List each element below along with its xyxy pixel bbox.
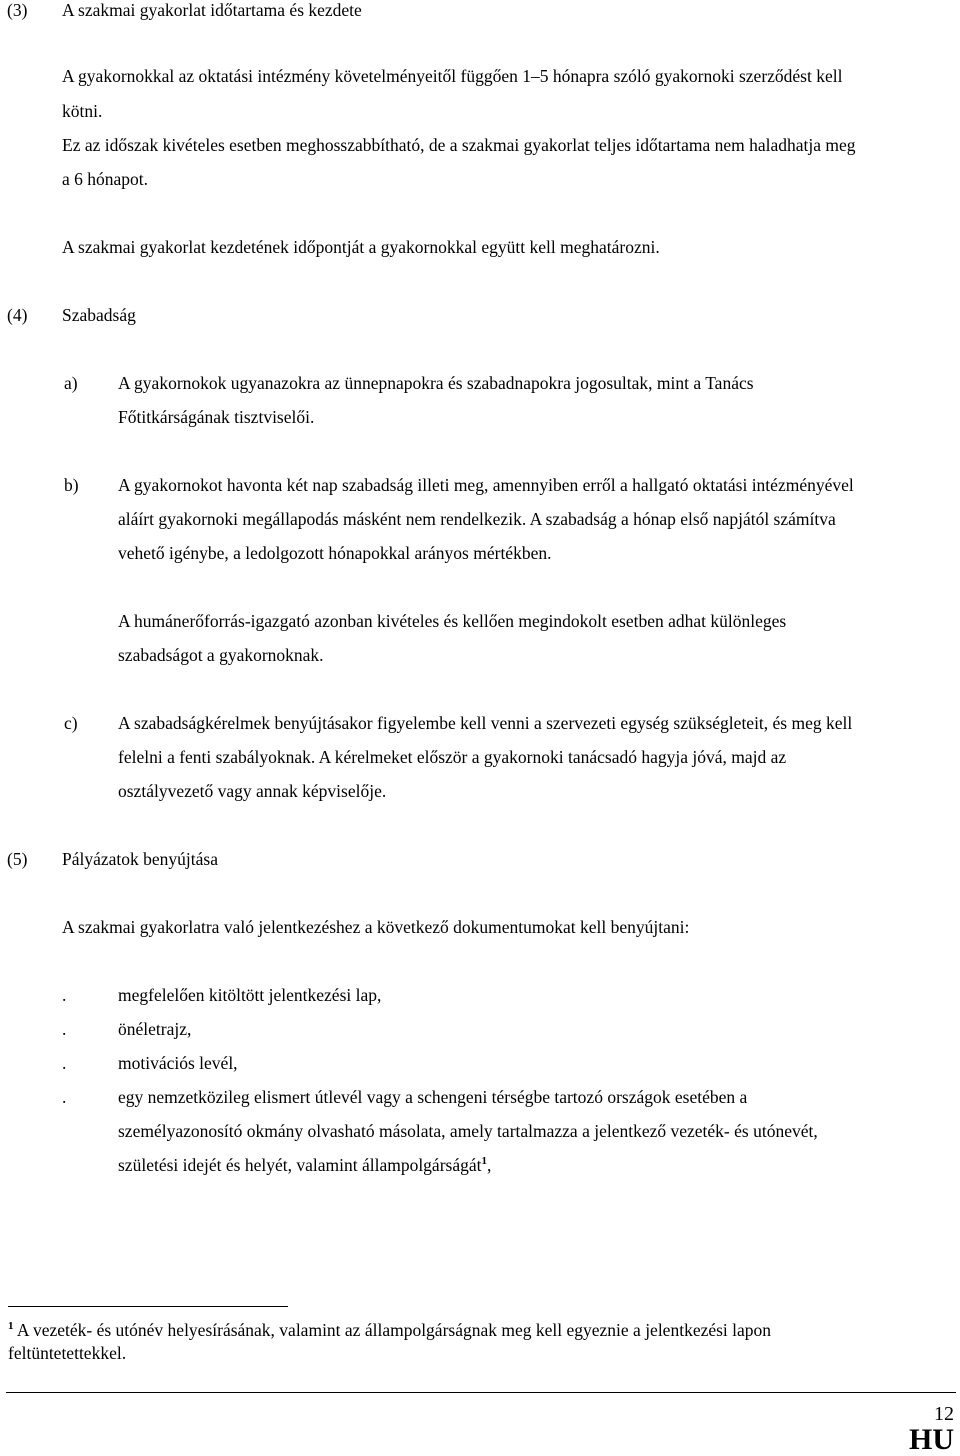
- list-bullet: .: [62, 1087, 67, 1107]
- footnote-mark: 1: [8, 1320, 14, 1333]
- list-item-4-line-3: [118, 1155, 491, 1175]
- item-b-para-2-line-2: szabadságot a gyakornoknak.: [118, 645, 324, 665]
- section-3-para-1-line-2: kötni.: [62, 101, 103, 121]
- section-5-intro: A szakmai gyakorlatra való jelentkezéshez a következő dokumentumokat kell benyújtani:: [62, 917, 690, 937]
- footnote-separator: [8, 1306, 288, 1307]
- section-5-heading: Pályázatok benyújtása: [62, 849, 218, 869]
- item-c-line-3: osztályvezető vagy annak képviselője.: [118, 781, 387, 801]
- section-3-para-2-line-2: a 6 hónapot.: [62, 169, 149, 189]
- list-bullet: .: [62, 1053, 67, 1073]
- item-c-line-2: felelni a fenti szabályoknak. A kérelmeket először a gyakornoki tanácsadó hagyja jóvá, majd az: [118, 747, 787, 767]
- list-bullet: .: [62, 1019, 67, 1039]
- section-3-heading: A szakmai gyakorlat időtartama és kezdete: [62, 0, 362, 20]
- item-b-line-1: A gyakornokot havonta két nap szabadság illeti meg, amennyiben erről a hallgató oktatási intézményével: [118, 475, 854, 495]
- list-item-4-end: ,: [486, 1155, 492, 1175]
- item-a-line-1: A gyakornokok ugyanazokra az ünnepnapokra és szabadnapokra jogosultak, mint a Tanács: [118, 373, 754, 393]
- item-b-para-2-line-1: A humánerőforrás-igazgató azonban kivételes és kellően megindokolt esetben adhat különleges: [118, 611, 787, 631]
- item-a-marker: a): [64, 373, 78, 393]
- section-3-para-1-line-1: A gyakornokkal az oktatási intézmény követelményeitől függően 1–5 hónapra szóló gyakornoki szerződést kell: [62, 66, 843, 86]
- item-b-line-3: vehető igénybe, a ledolgozott hónapokkal arányos mértékben.: [118, 543, 552, 563]
- footer-separator: [6, 1392, 956, 1393]
- section-3-number: (3): [7, 0, 28, 20]
- section-4-number: (4): [7, 305, 28, 325]
- list-item-4-line-1: egy nemzetközileg elismert útlevél vagy a schengeni térségbe tartozó országok esetében a: [118, 1087, 748, 1107]
- item-a-line-2: Főtitkárságának tisztviselői.: [118, 407, 315, 427]
- footnote-line-1: [8, 1320, 771, 1340]
- list-item-4-line-2: személyazonosító okmány olvasható másolata, amely tartalmazza a jelentkező vezeték- és utónevét,: [118, 1121, 818, 1141]
- item-c-marker: c): [64, 713, 78, 733]
- list-item-3: motivációs levél,: [118, 1053, 238, 1073]
- list-item-2: önéletrajz,: [118, 1019, 192, 1039]
- section-4-heading: Szabadság: [62, 305, 136, 325]
- section-3-para-3: A szakmai gyakorlat kezdetének időpontját a gyakornokkal együtt kell meghatározni.: [62, 237, 660, 257]
- item-b-line-2: aláírt gyakornoki megállapodás másként nem rendelkezik. A szabadság a hónap első napjától számítva: [118, 509, 836, 529]
- list-item-4-line-3-text: születési idejét és helyét, valamint állampolgárságát: [118, 1155, 482, 1175]
- item-c-line-1: A szabadságkérelmek benyújtásakor figyelembe kell venni a szervezeti egység szükségleteit, és meg kell: [118, 713, 853, 733]
- footnote-reference[interactable]: 1: [481, 1155, 487, 1168]
- list-item-1: megfelelően kitöltött jelentkezési lap,: [118, 985, 382, 1005]
- footnote-line-2: feltüntetettekkel.: [8, 1343, 127, 1363]
- language-code: HU: [909, 1423, 954, 1456]
- footnote-text-1: A vezeték- és utónév helyesírásának, valamint az állampolgárságnak meg kell egyeznie a jelentkezési lapon: [13, 1320, 772, 1340]
- section-3-para-2-line-1: Ez az időszak kivételes esetben meghosszabbítható, de a szakmai gyakorlat teljes időtartama nem haladhatja meg: [62, 135, 856, 155]
- section-5-number: (5): [7, 849, 28, 869]
- list-bullet: .: [62, 985, 67, 1005]
- page-number: 12: [934, 1403, 954, 1425]
- item-b-marker: b): [64, 475, 79, 495]
